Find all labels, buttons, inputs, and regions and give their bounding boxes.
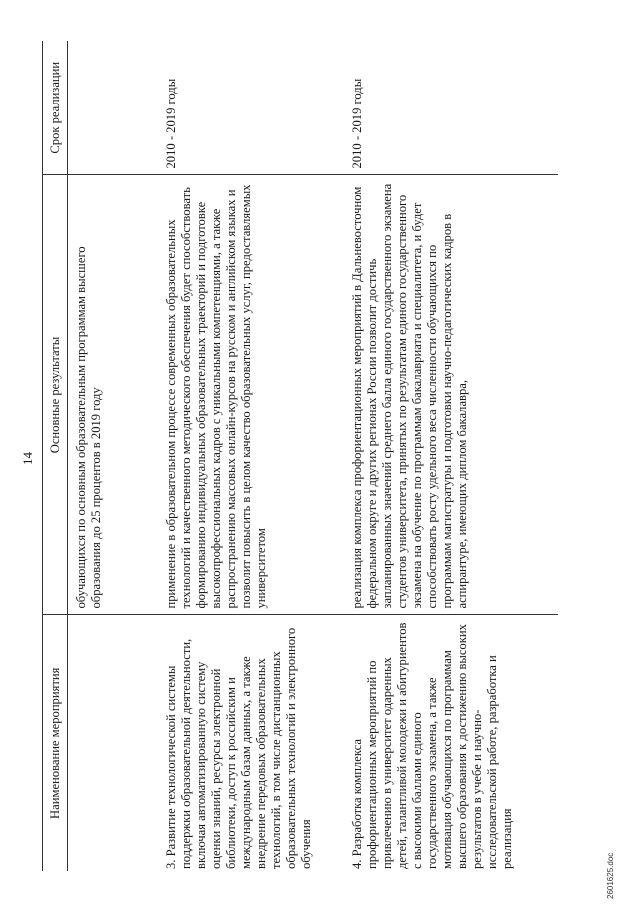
event-cell: 4. Разработка комплекса профориентационных мероприятий по привлечению в университет одаренных детей, талантливой молодежи и абитуриентов с высокими баллами единого государственного экзамена, а также мотивация обучающихся по программам высшего образования к достижению высоких результатов в учебе и научно-исследовательской работе, разработка и реализация: [350, 622, 514, 869]
event-cell: [68, 615, 159, 871]
results-cell: реализация комплекса профориентационных мероприятий в Дальневосточном федеральном округе и других регионах России позволит достичь запланированных значений среднего балла единого государственного экзамена студентов университета, принятых по результатам единого государственного экзамена на обучение по программам бакалавриата и специалитета, и будет способствовать росту удельного веса численности обучающихся по программам магистратуры и подготовки научно-педагогических кадров в аспирантуре, имеющих диплом бакалавра,: [344, 175, 558, 615]
header-main-results: Основные результаты: [43, 175, 68, 615]
page-number: 14: [20, 452, 35, 465]
period-cell: 2010 - 2019 годы: [158, 41, 344, 175]
table-row: [158, 41, 344, 871]
header-implementation-period: Срок реализации: [43, 41, 68, 175]
table-header-row: [43, 41, 68, 871]
results-cell: обучающихся по основным образовательным программам высшего образования до 25 процентов в 2019 году: [68, 175, 159, 615]
period-cell: 2010 - 2019 годы: [344, 41, 558, 175]
document-file-code: 2601625.doc: [606, 852, 615, 899]
measures-table: [42, 41, 558, 871]
results-cell: применение в образовательном процессе современных образовательных технологий и качественного методического обеспечения будет способствовать формированию индивидуальных образовательных траекторий и подготовке высокопрофессиональных кадров с уникальными компетенциями, а также распространению массовых онлайн-курсов на русском и английском языках и позволит повысить в целом качество образовательных услуг, предоставляемых университетом: [158, 175, 344, 615]
event-cell: 3. Развитие технологической системы поддержки образовательной деятельности, включая автоматизированную систему оценки знаний, ресурсы электронной библиотеки, доступ к российским и международным базам данных, а также внедрение передовых образовательных технологий, в том числе дистанционных образовательных технологий и электронного обучения: [164, 627, 313, 869]
header-event-name: Наименование мероприятия: [43, 615, 68, 871]
period-cell: [68, 41, 159, 175]
table-row: [344, 41, 558, 871]
table-row: [68, 41, 159, 871]
